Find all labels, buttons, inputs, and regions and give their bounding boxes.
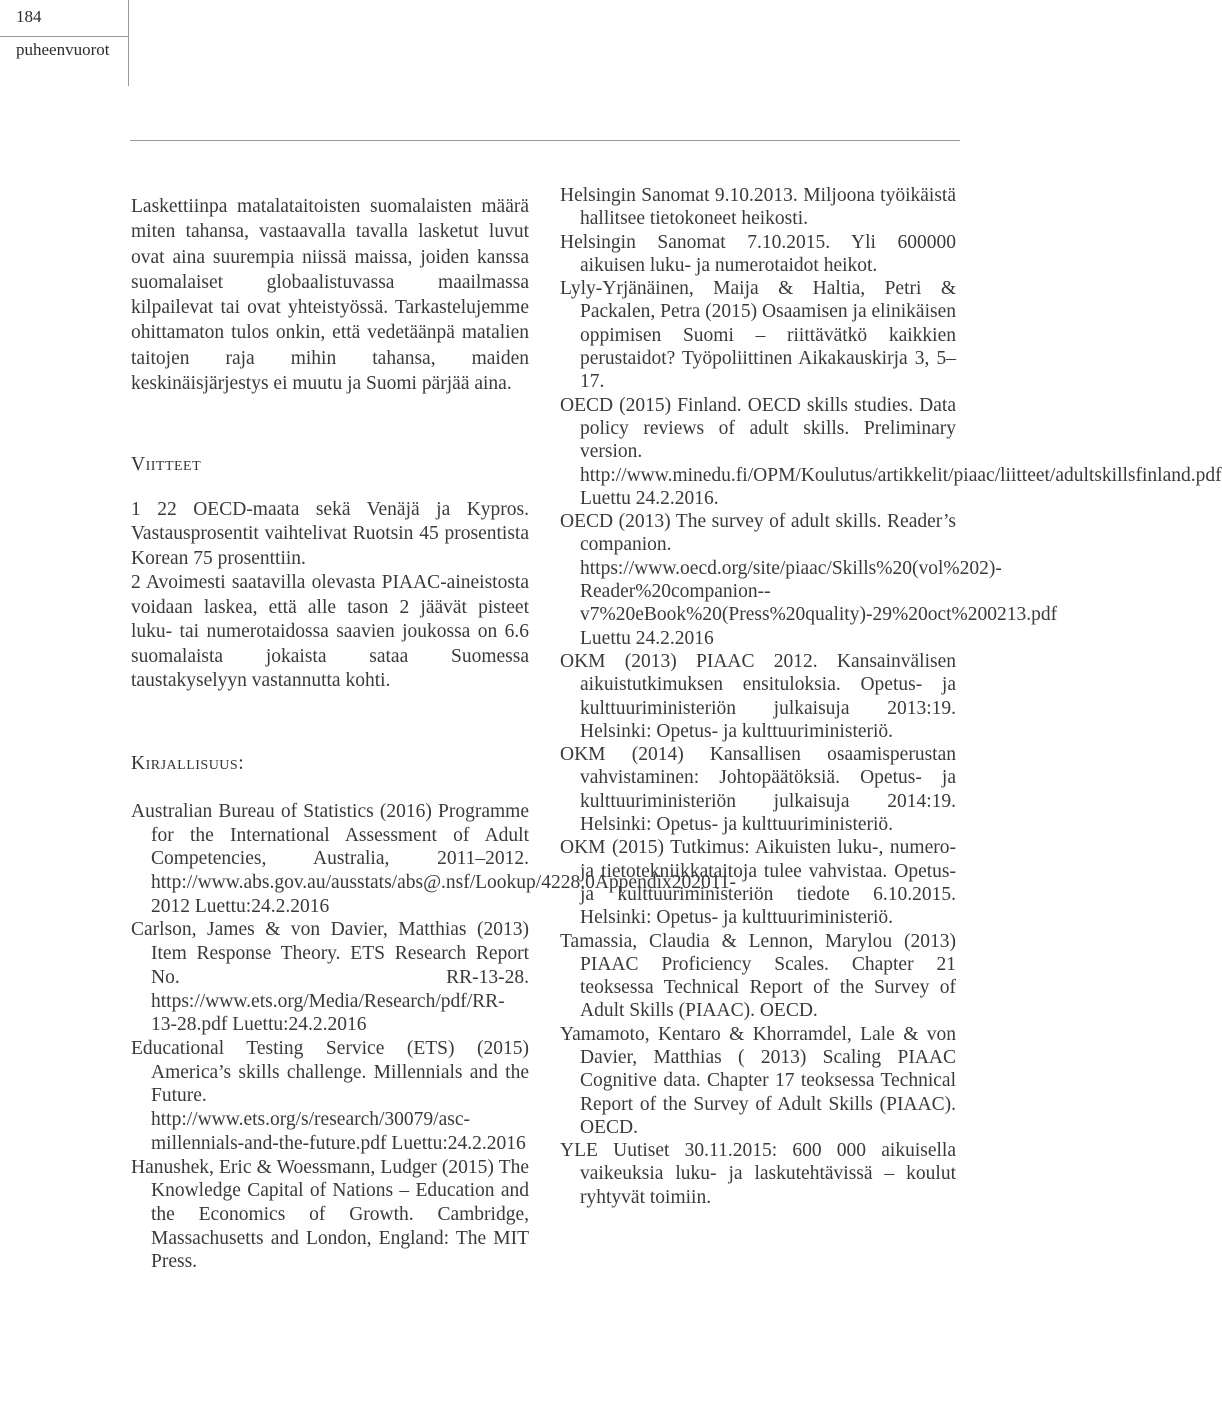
reference-item: Lyly-Yrjänäinen, Maija & Haltia, Petri & Packalen, Petra (2015) Osaamisen ja elinikäisen oppimisen Suomi – riittävätkö kaikkien perustaidot? Työpoliittinen Aikakauskirja 3, 5–17.	[560, 278, 956, 393]
reference-item: Hanushek, Eric & Woessmann, Ludger (2015) The Knowledge Capital of Nations – Education and the Economics of Growth. Cambridge, Massachusetts and London, England: The MIT Press.	[131, 1156, 529, 1273]
reference-item: Yamamoto, Kentaro & Khorramdel, Lale & von Davier, Matthias ( 2013) Scaling PIAAC Cognitive data. Chapter 17 teoksessa Technical Report of the Survey of Adult Skills (PIAAC). OECD.	[560, 1023, 956, 1138]
right-column	[560, 184, 1222, 1209]
header-divider	[0, 36, 128, 37]
page-number: 184	[16, 7, 42, 26]
reference-item: Carlson, James & von Davier, Matthias (2013) Item Response Theory. ETS Research Report No. RR-13-28. https://www.ets.org/Media/Research/pdf/RR-13-28.pdf Luettu:24.2.2016	[131, 919, 529, 1036]
reference-item: OKM (2015) Tutkimus: Aikuisten luku-, numero- ja tietotekniikkataitoja tulee vahvistaa. Opetus- ja kulttuuriministeriön tiedote 6.10.2015. Helsinki: Opetus- ja kulttuuriministeriö.	[560, 837, 956, 929]
note-2: 2 Avoimesti saatavilla olevasta PIAAC-aineistosta voidaan laskea, että alle tason 2 jäävät pisteet luku- tai numerotaidossa saavien joukossa on 6.6 suomalaista jokaista sataa Suomessa taustakyselyyn vastannutta kohti.	[131, 572, 529, 692]
reference-item: Tamassia, Claudia & Lennon, Marylou (2013) PIAAC Proficiency Scales. Chapter 21 teoksessa Technical Report of the Survey of Adult Skills (PIAAC). OECD.	[560, 930, 956, 1022]
references-heading: Kirjallisuus:	[131, 752, 245, 774]
reference-item: OKM (2013) PIAAC 2012. Kansainvälisen aikuistutkimuksen ensituloksia. Opetus- ja kulttuuriministeriön julkaisuja 2013:19. Helsinki: Opetus- ja kulttuuriministeriö.	[560, 650, 956, 742]
left-column	[131, 194, 737, 1274]
notes-heading: Viitteet	[131, 454, 202, 476]
page-header	[0, 0, 129, 86]
content-divider	[130, 140, 960, 141]
reference-item: Educational Testing Service (ETS) (2015) America’s skills challenge. Millennials and the Future. http://www.ets.org/s/research/30079/asc-millennials-and-the-future.pdf Luettu:24.2.2016	[131, 1038, 529, 1154]
reference-item: Helsingin Sanomat 9.10.2013. Miljoona työikäistä hallitsee tietokoneet heikosti.	[560, 185, 956, 230]
reference-item: Australian Bureau of Statistics (2016) Programme for the International Assessment of Adult Competencies, Australia, 2011–2012. http://www.abs.gov.au/ausstats/abs@.nsf/Lookup/4228.0Appendix202011-2012 Luettu:24.2.2016	[131, 800, 737, 917]
section-label: puheenvuorot	[16, 40, 110, 59]
reference-item: OECD (2015) Finland. OECD skills studies. Data policy reviews of adult skills. Preliminary version. http://www.minedu.fi/OPM/Koulutus/artikkelit/piaac/liitteet/adultskillsfinland.pdf Luettu 24.2.2016.	[560, 394, 1222, 509]
reference-item: OECD (2013) The survey of adult skills. Reader’s companion. https://www.oecd.org/site/piaac/Skills%20(vol%202)-Reader%20companion--v7%20eBook%20(Press%20quality)-29%20oct%200213.pdf Luettu 24.2.2016	[560, 511, 1058, 649]
note-1: 1 22 OECD-maata sekä Venäjä ja Kypros. Vastausprosentit vaihtelivat Ruotsin 45 prosentista Korean 75 prosenttiin.	[131, 498, 529, 569]
reference-item: OKM (2014) Kansallisen osaamisperustan vahvistaminen: Johtopäätöksiä. Opetus- ja kulttuuriministeriön julkaisuja 2014:19. Helsinki: Opetus- ja kulttuuriministeriö.	[560, 744, 956, 836]
reference-item: YLE Uutiset 30.11.2015: 600 000 aikuisella vaikeuksia luku- ja laskutehtävissä – koulut ryhtyvät toimiin.	[560, 1140, 956, 1208]
reference-item: Helsingin Sanomat 7.10.2015. Yli 600000 aikuisen luku- ja numerotaidot heikot.	[560, 231, 956, 276]
intro-paragraph: Laskettiinpa matalataitoisten suomalaisten määrä miten tahansa, vastaavalla tavalla lasketut luvut ovat aina suurempia niissä maissa, joiden kanssa suomalaiset globaalistuvassa maailmassa kilpailevat tai ovat yhteistyössä. Tarkastelujemme ohittamaton tulos onkin, että vedetäänpä matalien taitojen raja mihin tahansa, maiden keskinäisjärjestys ei muutu ja Suomi pärjää aina.	[131, 196, 529, 395]
